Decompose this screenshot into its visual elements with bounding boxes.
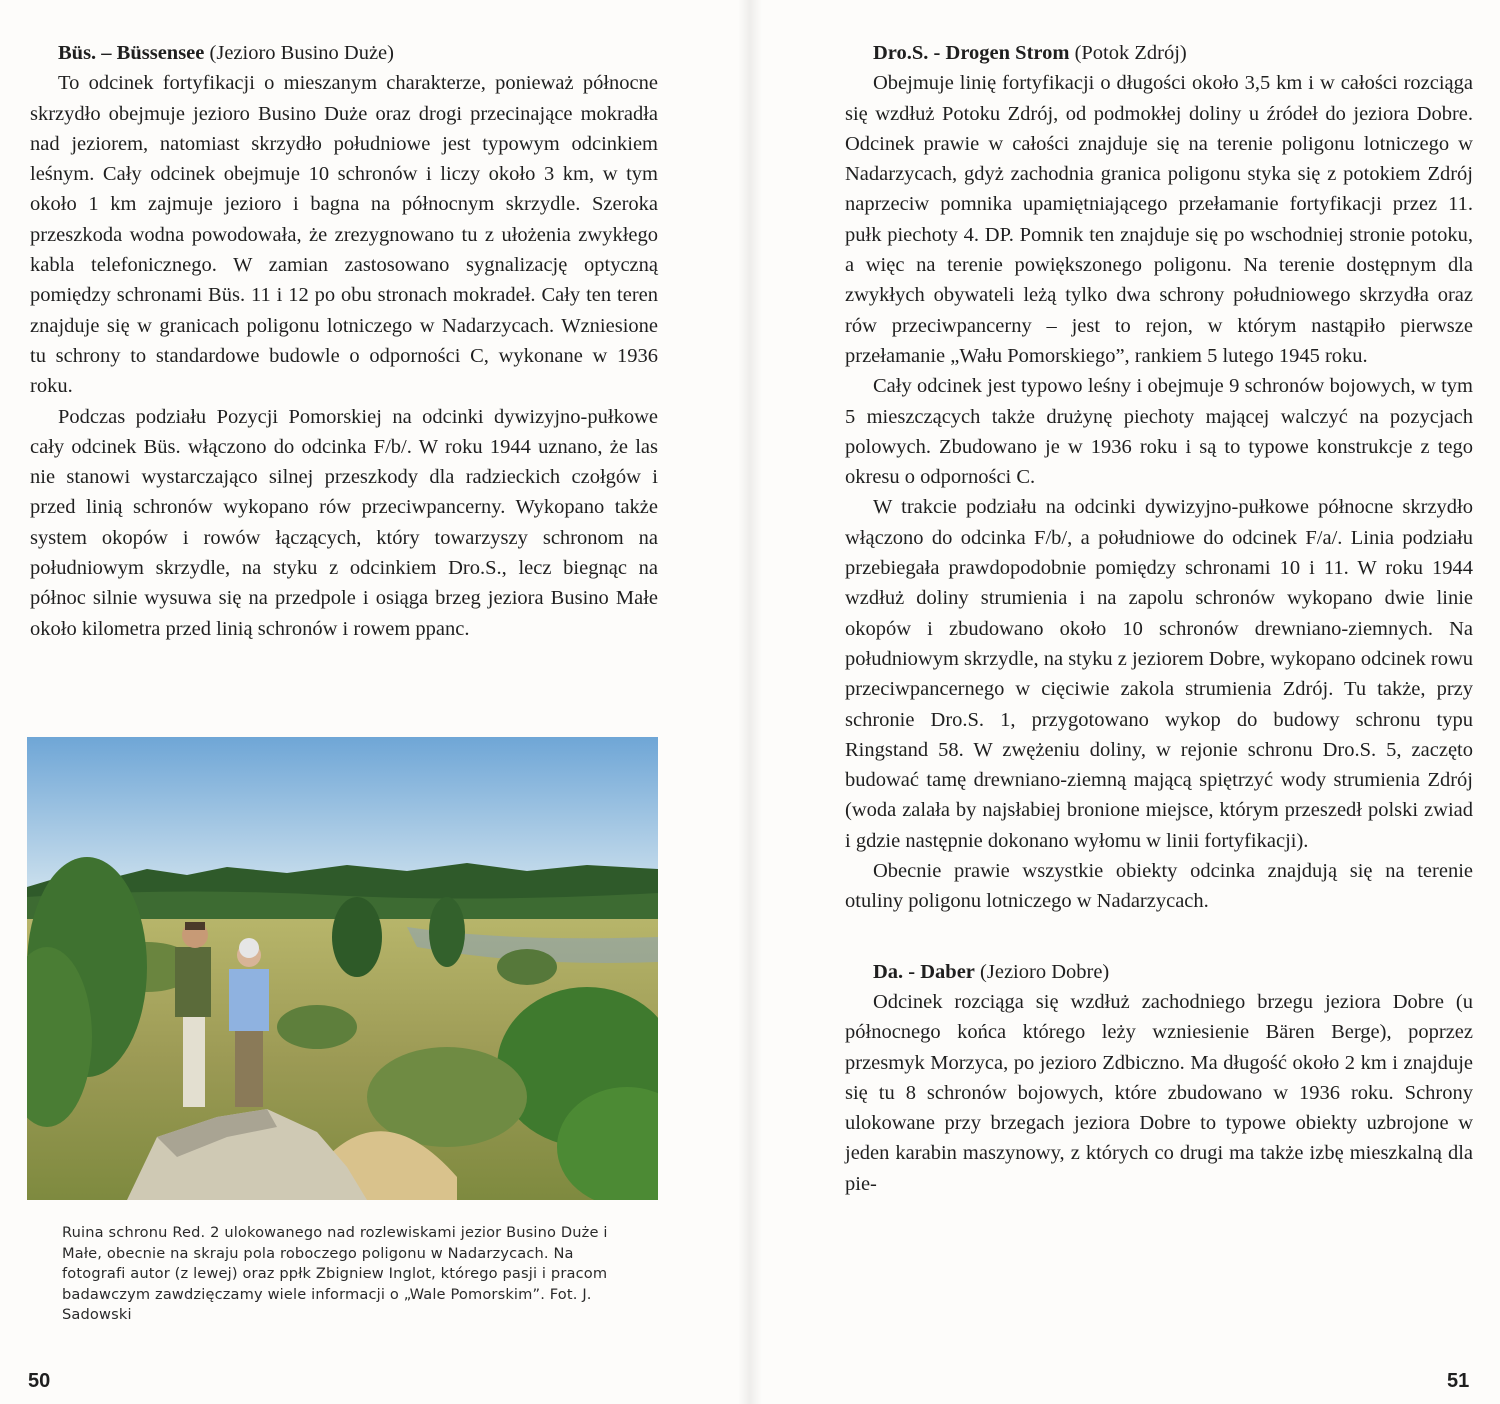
heading-alt: (Jezioro Dobre) bbox=[974, 960, 1110, 983]
section-heading-da bbox=[845, 957, 1473, 987]
paragraph: Cały odcinek jest typowo leśny i obejmuje 9 schronów bojowych, w tym 5 mieszczących także drużynę piechoty mającej walczyć na pozycjach polowych. Zbudowano je w 1936 roku i są to typowe konstrukcje z tego okresu o odporności C. bbox=[845, 375, 1473, 489]
heading-alt: (Jezioro Busino Duże) bbox=[204, 42, 394, 64]
heading-bold: Büs. – Büssensee bbox=[58, 42, 205, 64]
paragraph: Obejmuje linię fortyfikacji o długości około 3,5 km i w całości rozciąga się wzdłuż Potoku Zdrój, od podmokłej doliny u źródeł do jeziora Dobre. Odcinek prawie w całości znajduje się na terenie poligonu lotniczego w Nadarzycach, gdyż zachodnia granica poligonu styka się z potokiem Zdrój naprzeciw pomnika upamiętniającego przełamanie fortyfikacji przez 11. pułk piechoty 4. DP. Pomnik ten znajduje się po wschodniej stronie potoku, a więc na terenie powiększonego poligonu. Na terenie dostępnym dla zwykłych obywateli leżą tylko dwa schrony południowego skrzydła oraz rów przeciwpancerny – jest to rejon, w którym nastąpiło pierwsze przełamanie „Wału Pomorskiego”, rankiem 5 lutego 1945 roku. bbox=[845, 72, 1473, 367]
page-number-left: 50 bbox=[28, 1370, 51, 1392]
left-text-column bbox=[30, 38, 658, 644]
section-heading-dros bbox=[845, 38, 1473, 68]
paragraph: Obecnie prawie wszystkie obiekty odcinka znajdują się na terenie otuliny poligonu lotniczego w Nadarzycach. bbox=[845, 860, 1473, 913]
page-number-right: 51 bbox=[1447, 1370, 1470, 1392]
paragraph: To odcinek fortyfikacji o mieszanym charakterze, ponieważ północne skrzydło obejmuje jezioro Busino Duże oraz drogi przecinające mokradła nad jeziorem, natomiast skrzydło południowe jest typowym odcinkiem leśnym. Cały odcinek obejmuje 10 schronów i liczy około 3 km, w tym około 1 km zajmuje jezioro i bagna na północnym skrzydle. Szeroka przeszkoda wodna powodowała, że zrezygnowano tu z ułożenia zwykłego kabla telefonicznego. W zamian zastosowano sygnalizację optyczną pomiędzy schronami Büs. 11 i 12 po obu stronach mokradeł. Cały ten teren znajduje się w granicach poligonu lotniczego w Nadarzycach. Wzniesione tu schrony to standardowe budowle o odporności C, wykonane w 1936 roku. bbox=[30, 72, 658, 398]
paragraph: Odcinek rozciąga się wzdłuż zachodniego brzegu jeziora Dobre (u północnego końca którego leży wzniesienie Bären Berge), poprzez przesmyk Morzyca, po jezioro Zdbiczno. Ma długość około 2 km i znajduje się tu 8 schronów bojowych, które zbudowano w 1936 roku. Schrony ulokowane przy brzegach jeziora Dobre to typowe obiekty uzbrojone w jeden karabin maszynowy, z których co drugi ma także izbę mieszkalną dla pie- bbox=[845, 990, 1473, 1195]
right-text-column bbox=[845, 38, 1473, 1199]
heading-bold: Dro.S. - Drogen Strom bbox=[873, 42, 1070, 64]
heading-bold: Da. - Daber bbox=[873, 960, 975, 983]
heading-alt: (Potok Zdrój) bbox=[1069, 42, 1187, 64]
photo-caption: Ruina schronu Red. 2 ulokowanego nad rozlewiskami jezior Busino Duże i Małe, obecnie na skraju pola roboczego poligonu w Nadarzycach. Na fotografi autor (z lewej) oraz ppłk Zbigniew Inglot, którego pasji i pracom badawczym zawdzięczamy wiele informacji o „Wale Pomorskim”. Fot. J. Sadowski bbox=[62, 1224, 608, 1323]
landscape-photo bbox=[27, 737, 658, 1200]
right-page bbox=[750, 0, 1500, 1404]
paragraph: W trakcie podziału na odcinki dywizyjno-pułkowe północne skrzydło włączono do odcinka F/b/, a południowe do odcinek F/a/. Linia podziału przebiegała prawdopodobnie pomiędzy schronami 10 i 11. W roku 1944 wzdłuż doliny strumienia i na zapolu schronów wykopano dwie linie okopów i zbudowano około 10 schronów drewniano-ziemnych. Na południowym skrzydle, na styku z jeziorem Dobre, wykopano odcinek rowu przeciwpancernego w cięciwie zakola strumienia Zdrój. Tu także, przy schronie Dro.S. 1, przygotowano wykop do budowy schronu typu Ringstand 58. W zwężeniu doliny, w rejonie schronu Dro.S. 5, zaczęto budować tamę drewniano-ziemną mającą spiętrzyć wody strumienia Zdrój (woda zalała by najsłabiej bronione miejsce, którym przeszedł polski zwiad i gdzie następnie dokonano wyłomu w linii fortyfikacji). bbox=[845, 496, 1473, 852]
section-heading-bus bbox=[30, 38, 658, 68]
section-spacer bbox=[845, 917, 1473, 957]
paragraph: Podczas podziału Pozycji Pomorskiej na odcinki dywizyjno-pułkowe cały odcinek Büs. włączono do odcinka F/b/. W roku 1944 uznano, że las nie stanowi wystarczająco silnej przeszkody dla radzieckich czołgów i przed linią schronów wykopano rów przeciwpancerny. Wykopano także system okopów i rowów łączących, który towarzyszy schronom na południowym skrzydle, na styku z odcinkiem Dro.S., lecz biegnąc na północ silnie wysuwa się na przedpole i osiąga brzeg jeziora Busino Małe około kilometra przed linią schronów i rowem ppanc. bbox=[30, 405, 658, 640]
